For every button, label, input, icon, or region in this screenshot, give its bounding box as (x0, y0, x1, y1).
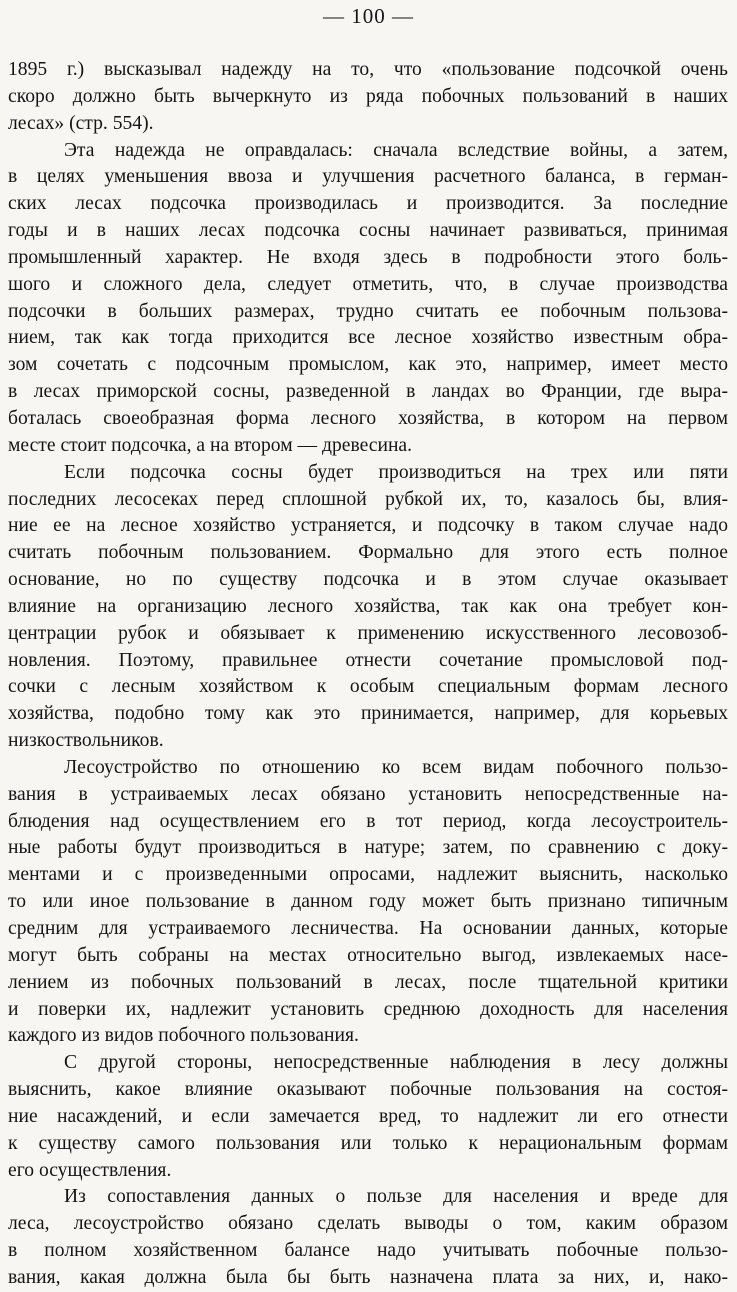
text-line: ских лесах подсочка производилась и производится. За последние (8, 193, 728, 215)
text-line: новления. Поэтому, правильнее отнести сочетание промысловой под- (8, 649, 728, 671)
page-number: — 100 — (323, 4, 414, 28)
text-line: леса, лесоустройство обязано сделать выводы о том, каким образом (8, 1213, 728, 1235)
text-line: зом сочетать с подсочным промыслом, как это, например, имеет место (8, 354, 728, 376)
text-line: в лесах приморской сосны, разведенной в ландах во Франции, где выра- (8, 381, 728, 403)
text-line: 1895 г.) высказывал надежду на то, что «пользование подсочкой очень (8, 59, 728, 80)
text-line: нием, так как тогда приходится все лесное хозяйство известным обра- (8, 327, 728, 349)
text-line: и поверки их, надлежит установить среднюю доходность для населения (8, 998, 728, 1020)
body-text (8, 57, 728, 1292)
text-line: влияние на организацию лесного хозяйства, так как она требует кон- (8, 595, 728, 617)
text-line: последних лесосеках перед сплошной рубкой их, то, казалось бы, влия- (8, 488, 728, 510)
text-line: Если подсочка сосны будет производиться на трех или пяти (64, 461, 728, 483)
text-line: С другой стороны, непосредственные наблюдения в лесу должны (64, 1052, 728, 1074)
text-line: каждого из видов побочного пользования. (8, 1025, 359, 1047)
text-line: выяснить, какое влияние оказывают побочные пользования на состоя- (8, 1079, 728, 1101)
text-line: Лесоустройство по отношению ко всем видам побочного пользо- (64, 756, 728, 778)
text-line: в целях уменьшения ввоза и улучшения расчетного баланса, в герман- (8, 166, 728, 188)
text-line: блюдения над осуществлением его в тот период, когда лесоустроитель- (8, 810, 728, 832)
text-line: Эта надежда не оправдалась: сначала вследствие войны, а затем, (64, 139, 728, 161)
text-line: годы и в наших лесах подсочка сосны начинает развиваться, принимая (8, 220, 728, 242)
text-line: основание, но по существу подсочка и в этом случае оказывает (8, 569, 728, 591)
text-line: вания в устраиваемых лесах обязано установить непосредственные на- (8, 783, 728, 805)
text-line: считать побочным пользованием. Формально для этого есть полное (8, 542, 728, 564)
text-line: сочки с лесным хозяйством к особым специальным формам лесного (8, 676, 728, 698)
text-line: вания, какая должна была бы быть назначена плата за них, и, нако- (8, 1266, 728, 1288)
text-line: ментами и с произведенными опросами, надлежит выяснить, насколько (8, 864, 728, 886)
text-line: то или иное пользование в данном году может быть признано типичным (8, 891, 728, 913)
text-line: подсочки в больших размерах, трудно считать ее побочным пользова- (8, 300, 728, 322)
text-line: боталась своеобразная форма лесного хозяйства, в котором на первом (8, 407, 728, 429)
text-line: шого и сложного дела, следует отметить, что, в случае производства (8, 273, 728, 295)
text-line: скоро должно быть вычеркнуто из ряда побочных пользований в наших (8, 85, 728, 107)
text-line: хозяйства, подобно тому как это принимается, например, для корьевых (8, 703, 728, 725)
text-line: ние ее на лесное хозяйство устраняется, и подсочку в таком случае надо (8, 515, 728, 537)
text-line: лесах» (стр. 554). (8, 112, 154, 134)
text-line: промышленный характер. Не входя здесь в подробности этого боль- (8, 246, 728, 268)
text-line: низкоствольников. (8, 730, 164, 752)
text-line: средним для устраиваемого лесничества. На основании данных, которые (8, 918, 728, 939)
text-line: лением из побочных пользований в лесах, после тщательной критики (8, 971, 728, 993)
text-line: в полном хозяйственном балансе надо учитывать побочные пользо- (8, 1240, 728, 1262)
text-line: Из сопоставления данных о пользе для населения и вреде для (64, 1186, 728, 1208)
text-line: центрации рубок и обязывает к применению искусственного лесовозоб- (8, 622, 728, 644)
text-line: ние насаждений, и если замечается вред, то надлежит ли его отнести (8, 1105, 728, 1127)
text-line: ные работы будут производиться в натуре; затем, по сравнению с доку- (8, 837, 728, 859)
text-line: могут быть собраны на местах относительно выгод, извлекаемых насе- (8, 944, 728, 966)
text-line: его осуществления. (8, 1159, 172, 1181)
text-line: к существу самого пользования или только к нерациональным формам (8, 1132, 728, 1154)
text-line: месте стоит подсочка, а на втором — древесина. (8, 434, 413, 456)
